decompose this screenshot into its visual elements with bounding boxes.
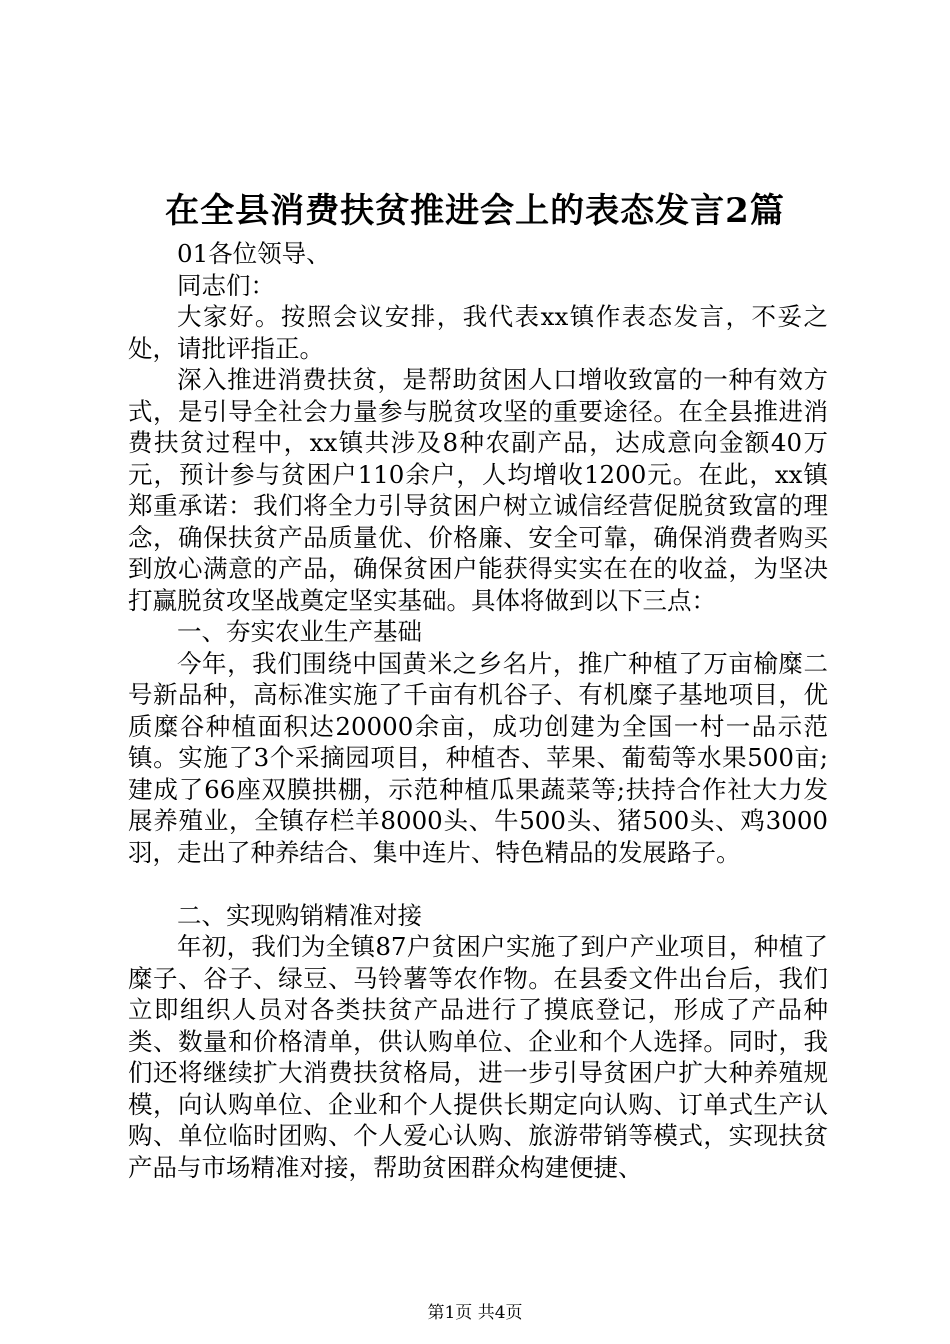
document-body [128,238,828,1183]
section-1-paragraph: 今年，我们围绕中国黄米之乡名片，推广种植了万亩榆糜二号新品种，高标准实施了千亩有机谷子、有机糜子基地项目，优质糜谷种植面积达20000余亩，成功创建为全国一村一品示范镇。实施了3个采摘园项目，种植杏、苹果、葡萄等水果500亩;建成了66座双膜拱棚，示范种植瓜果蔬菜等;扶持合作社大力发展养殖业，全镇存栏羊8000头、牛500头、猪500头、鸡3000羽，走出了种养结合、集中连片、特色精品的发展路子。 [128,648,828,867]
intro-paragraph: 深入推进消费扶贫，是帮助贫困人口增收致富的一种有效方式，是引导全社会力量参与脱贫攻坚的重要途径。在全县推进消费扶贫过程中，xx镇共涉及8种农副产品，达成意向金额40万元，预计参与贫困户110余户，人均增收1200元。在此，xx镇郑重承诺：我们将全力引导贫困户树立诚信经营促脱贫致富的理念，确保扶贫产品质量优、价格廉、安全可靠，确保消费者购买到放心满意的产品，确保贫困户能获得实实在在的收益，为坚决打赢脱贫攻坚战奠定坚实基础。具体将做到以下三点： [128,365,828,615]
section-heading-2: 二、实现购销精准对接 [177,900,422,930]
section-heading-1: 一、夯实农业生产基础 [177,617,422,646]
document-title: 在全县消费扶贫推进会上的表态发言2篇 [165,191,785,231]
page-footer: 第1页 共4页 [427,1303,523,1323]
section-2-paragraph: 年初，我们为全镇87户贫困户实施了到户产业项目，种植了糜子、谷子、绿豆、马铃薯等农作物。在县委文件出台后，我们立即组织人员对各类扶贫产品进行了摸底登记，形成了产品种类、数量和价格清单，供认购单位、企业和个人选择。同时，我们还将继续扩大消费扶贫格局，进一步引导贫困户扩大种养殖规模，向认购单位、企业和个人提供长期定向认购、订单式生产认购、单位临时团购、个人爱心认购、旅游带销等模式，实现扶贫产品与市场精准对接，帮助贫困群众构建便捷、 [128,932,828,1182]
greeting-paragraph: 大家好。按照会议安排，我代表xx镇作表态发言，不妥之处，请批评指正。 [128,302,828,363]
salutation-leaders: 01各位领导、 [177,239,331,268]
blank-line [128,868,828,900]
salutation-comrades: 同志们： [177,270,275,300]
